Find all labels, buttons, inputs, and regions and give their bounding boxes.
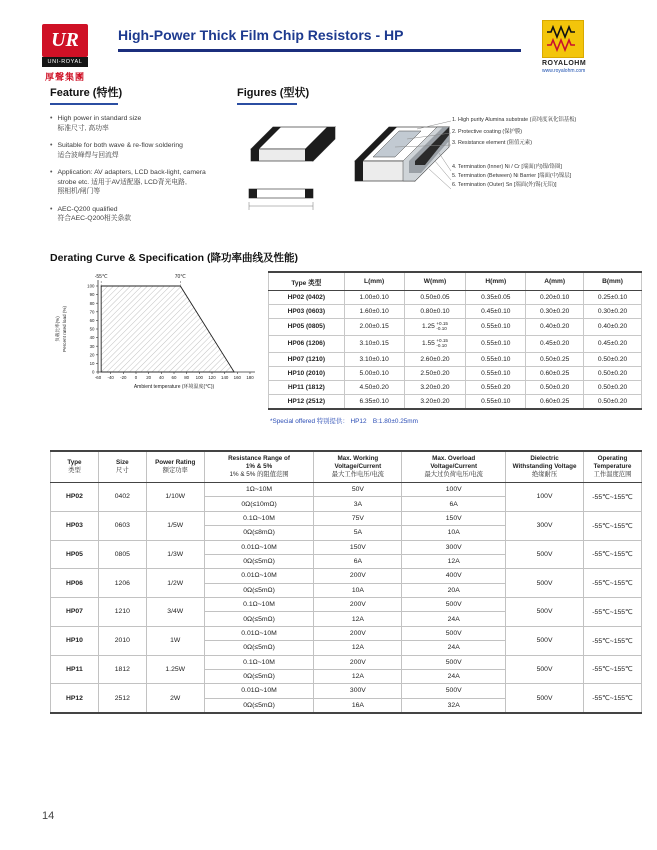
dim-cell: 0.55±0.10 bbox=[466, 366, 526, 380]
spec-cell: 500V bbox=[506, 655, 584, 684]
dim-cell: 0.25±0.10 bbox=[584, 291, 642, 305]
dim-row bbox=[269, 380, 642, 394]
header-line: Voltage/Current bbox=[430, 463, 478, 470]
uniroyal-chinese-name: 厚聲集團 bbox=[44, 72, 85, 82]
dim-cell: 0.50±0.20 bbox=[584, 366, 642, 380]
dim-cell: 0.45±0.20 bbox=[584, 335, 642, 352]
feature-line: 照相机/闸门等 bbox=[57, 188, 101, 195]
svg-text:20: 20 bbox=[89, 352, 95, 358]
spec-cell: -55℃~155℃ bbox=[583, 511, 641, 540]
spec-cell: 1/5W bbox=[146, 511, 204, 540]
dim-col-header: H(mm) bbox=[466, 272, 526, 291]
spec-cell: 0.01Ω~10M bbox=[204, 626, 314, 640]
dim-cell: 0.55±0.10 bbox=[466, 352, 526, 366]
spec-col-header bbox=[314, 451, 402, 483]
feature-section bbox=[50, 84, 230, 232]
header-line: 最大过负荷电压/电流 bbox=[424, 471, 483, 478]
spec-cell: 0Ω(≤5mΩ) bbox=[204, 583, 314, 597]
feature-line: Application: AV adapters, LCD back-light, camera bbox=[57, 169, 206, 176]
spec-cell: 24A bbox=[402, 669, 506, 683]
spec-cell: 150V bbox=[402, 511, 506, 525]
svg-text:50: 50 bbox=[89, 326, 95, 332]
figure-label: 2. Protective coating (保护膜) bbox=[452, 128, 523, 135]
dim-cell: 3.10±0.10 bbox=[344, 352, 404, 366]
svg-text:0: 0 bbox=[134, 375, 138, 380]
svg-text:60: 60 bbox=[171, 375, 177, 380]
spec-cell: -55℃~155℃ bbox=[583, 684, 641, 713]
spec-cell: 500V bbox=[402, 655, 506, 669]
spec-cell: HP06 bbox=[51, 569, 99, 598]
svg-text:70℃: 70℃ bbox=[174, 274, 186, 280]
spec-cell: 1.25W bbox=[146, 655, 204, 684]
spec-row bbox=[51, 626, 642, 640]
spec-row bbox=[51, 684, 642, 698]
dim-cell: 0.20±0.10 bbox=[526, 291, 584, 305]
spec-col-header bbox=[506, 451, 584, 483]
dim-cell: HP03 (0603) bbox=[269, 305, 345, 319]
spec-cell: 12A bbox=[314, 669, 402, 683]
svg-text:80: 80 bbox=[184, 375, 190, 380]
header-line: Operating bbox=[597, 455, 628, 462]
svg-text:60: 60 bbox=[89, 318, 95, 323]
dim-cell: HP06 (1206) bbox=[269, 335, 345, 352]
header-line: 类型 bbox=[68, 467, 81, 474]
spec-cell: HP11 bbox=[51, 655, 99, 684]
svg-text:100: 100 bbox=[87, 283, 95, 289]
figures-section bbox=[237, 84, 647, 259]
spec-cell: 24A bbox=[402, 612, 506, 626]
feature-heading: Feature (特性) bbox=[50, 87, 123, 99]
spec-col-header bbox=[583, 451, 641, 483]
spec-cell: 1Ω~10M bbox=[204, 483, 314, 497]
spec-cell: 500V bbox=[506, 569, 584, 598]
spec-cell: HP12 bbox=[51, 684, 99, 713]
dim-cell: HP05 (0805) bbox=[269, 319, 345, 336]
svg-text:70: 70 bbox=[89, 309, 95, 315]
spec-cell: 0.1Ω~10M bbox=[204, 511, 314, 525]
svg-text:-60: -60 bbox=[94, 375, 102, 380]
spec-cell: 200V bbox=[314, 626, 402, 640]
spec-cell: 0603 bbox=[98, 511, 146, 540]
svg-text:-20: -20 bbox=[120, 375, 127, 380]
dim-row bbox=[269, 366, 642, 380]
spec-cell: 2W bbox=[146, 684, 204, 713]
spec-cell: -55℃~155℃ bbox=[583, 540, 641, 569]
spec-cell: 200V bbox=[314, 569, 402, 583]
tolerance-value bbox=[422, 339, 448, 349]
ur-logo-mark: UR bbox=[42, 24, 88, 57]
spec-cell: 0Ω(≤5mΩ) bbox=[204, 554, 314, 568]
figure-label: 6. Termination (Outer) Sn [端面(外)锡(无铅)] bbox=[452, 181, 557, 188]
tolerance-main: 1.55 bbox=[421, 340, 435, 348]
spec-cell: 6A bbox=[402, 497, 506, 511]
spec-row bbox=[51, 511, 642, 525]
spec-cell: 0.01Ω~10M bbox=[204, 684, 314, 698]
dim-cell: 0.55±0.10 bbox=[466, 394, 526, 409]
spec-cell: 300V bbox=[506, 511, 584, 540]
dim-cell: HP02 (0402) bbox=[269, 291, 345, 305]
tolerance-stack bbox=[436, 322, 448, 332]
uniroyal-wordmark: UNI-ROYAL bbox=[42, 57, 88, 67]
dim-table-head-row bbox=[269, 272, 642, 291]
derating-chart-svg bbox=[52, 268, 260, 396]
feature-item-text bbox=[57, 168, 205, 197]
spec-cell: 2512 bbox=[98, 684, 146, 713]
header-line: 额定功率 bbox=[162, 467, 188, 474]
special-offer-note: *Special offered 特别提供： HP12 B:1.80±0.25mm bbox=[270, 417, 418, 425]
spec-cell: 3/4W bbox=[146, 598, 204, 627]
dim-cell: 0.40±0.20 bbox=[526, 319, 584, 336]
spec-cell: 0Ω(≤10mΩ) bbox=[204, 497, 314, 511]
dim-cell: 1.00±0.10 bbox=[344, 291, 404, 305]
dim-cell: 2.60±0.20 bbox=[404, 352, 466, 366]
resistor-symbol-icon bbox=[546, 25, 580, 53]
dim-cell: 0.50±0.20 bbox=[584, 394, 642, 409]
spec-cell: 3A bbox=[314, 497, 402, 511]
figures-canvas bbox=[237, 109, 647, 259]
header-line: Power Rating bbox=[155, 459, 196, 466]
header-line: 1% & 5% bbox=[245, 463, 273, 470]
header-line: Voltage/Current bbox=[334, 463, 382, 470]
dim-cell: 2.50±0.20 bbox=[404, 366, 466, 380]
spec-row bbox=[51, 483, 642, 497]
spec-cell: 500V bbox=[506, 540, 584, 569]
header-line: 1% & 5% 的阻值范围 bbox=[229, 471, 289, 478]
feature-line: High power in standard size bbox=[57, 115, 142, 122]
dim-cell: 0.35±0.05 bbox=[466, 291, 526, 305]
spec-cell: HP03 bbox=[51, 511, 99, 540]
feature-item bbox=[50, 168, 230, 197]
spec-col-header bbox=[146, 451, 204, 483]
spec-cell: 24A bbox=[402, 641, 506, 655]
header-line: Max. Overload bbox=[432, 455, 476, 462]
spec-cell: 0Ω(≤5mΩ) bbox=[204, 698, 314, 713]
spec-cell: 0.01Ω~10M bbox=[204, 569, 314, 583]
tolerance-minus: -0.10 bbox=[436, 325, 447, 331]
uniroyal-logo bbox=[42, 24, 88, 83]
header-line: Temperature bbox=[593, 463, 632, 470]
figure-label: 4. Termination (Inner) Ni / Cr [端面(内)镍/铬圈] bbox=[452, 163, 562, 170]
spec-cell: 500V bbox=[506, 626, 584, 655]
figures-heading: Figures (型状) bbox=[237, 87, 310, 99]
spec-cell: -55℃~155℃ bbox=[583, 626, 641, 655]
spec-row bbox=[51, 655, 642, 669]
feature-item bbox=[50, 114, 230, 133]
spec-cell: 0Ω(≤8mΩ) bbox=[204, 526, 314, 540]
dim-cell: 0.40±0.20 bbox=[584, 319, 642, 336]
dim-row bbox=[269, 305, 642, 319]
svg-text:140: 140 bbox=[221, 375, 229, 380]
spec-cell: 300V bbox=[402, 540, 506, 554]
dim-cell: 3.10±0.15 bbox=[344, 335, 404, 352]
dim-row bbox=[269, 319, 642, 336]
svg-text:160: 160 bbox=[233, 375, 241, 380]
svg-text:30: 30 bbox=[89, 343, 95, 349]
derating-heading: Derating Curve & Specification (降功率曲线及性能) bbox=[50, 252, 298, 264]
spec-cell: -55℃~155℃ bbox=[583, 655, 641, 684]
svg-text:40: 40 bbox=[89, 335, 95, 341]
spec-cell: 1/2W bbox=[146, 569, 204, 598]
spec-cell: HP02 bbox=[51, 483, 99, 512]
bullet-icon: • bbox=[50, 142, 53, 149]
svg-text:40: 40 bbox=[158, 375, 164, 380]
dim-cell: 0.45±0.20 bbox=[526, 335, 584, 352]
spec-cell: -55℃~155℃ bbox=[583, 569, 641, 598]
spec-cell: 300V bbox=[314, 684, 402, 698]
page-number: 14 bbox=[42, 810, 55, 822]
royalohm-website: www.royalohm.com bbox=[542, 68, 586, 74]
dim-cell: 0.60±0.25 bbox=[526, 394, 584, 409]
tolerance-plus: +0.15 bbox=[436, 321, 448, 326]
dim-cell: 3.20±0.20 bbox=[404, 394, 466, 409]
spec-cell: 20A bbox=[402, 583, 506, 597]
spec-row bbox=[51, 569, 642, 583]
spec-cell: 0Ω(≤5mΩ) bbox=[204, 669, 314, 683]
dim-cell: 0.50±0.20 bbox=[584, 380, 642, 394]
header-line: Withstanding Voltage bbox=[512, 463, 577, 470]
svg-text:Ambient temperature (环境温度(℃)): Ambient temperature (环境温度(℃)) bbox=[133, 384, 215, 390]
spec-cell: 12A bbox=[314, 612, 402, 626]
tolerance-plus: +0.15 bbox=[436, 337, 448, 343]
dim-cell: 4.50±0.20 bbox=[344, 380, 404, 394]
dim-cell: 0.45±0.10 bbox=[466, 305, 526, 319]
spec-col-header bbox=[51, 451, 99, 483]
spec-cell: 0.01Ω~10M bbox=[204, 540, 314, 554]
tolerance-value bbox=[422, 322, 448, 332]
dim-row bbox=[269, 335, 642, 352]
dim-cell: HP10 (2010) bbox=[269, 366, 345, 380]
dim-row bbox=[269, 291, 642, 305]
svg-text:10: 10 bbox=[89, 361, 95, 366]
dim-cell: 0.60±0.25 bbox=[526, 366, 584, 380]
spec-cell: 0Ω(≤5mΩ) bbox=[204, 612, 314, 626]
feature-line: Suitable for both wave & re-flow soldering bbox=[57, 142, 183, 149]
figure-label: 1. High purity Alumina substrate (高纯度氧化铝基板) bbox=[452, 117, 577, 123]
header-line: 绝缘耐压 bbox=[531, 471, 558, 478]
royalohm-logo bbox=[542, 20, 622, 74]
dim-table-body bbox=[269, 291, 642, 409]
dim-cell: 2.00±0.15 bbox=[344, 319, 404, 336]
svg-text:120: 120 bbox=[208, 375, 216, 380]
dimension-table bbox=[268, 271, 642, 410]
spec-table-body bbox=[51, 483, 642, 714]
spec-cell: 0Ω(≤5mΩ) bbox=[204, 641, 314, 655]
spec-cell: 1812 bbox=[98, 655, 146, 684]
figure-labels bbox=[452, 115, 646, 190]
dim-cell: 0.30±0.20 bbox=[526, 305, 584, 319]
feature-item-text bbox=[57, 205, 131, 224]
dim-cell: 3.20±0.20 bbox=[404, 380, 466, 394]
dim-cell: 5.00±0.10 bbox=[344, 366, 404, 380]
spec-cell: 50V bbox=[314, 483, 402, 497]
svg-text:80: 80 bbox=[89, 300, 95, 306]
bullet-icon: • bbox=[50, 169, 53, 176]
dim-cell bbox=[404, 319, 466, 336]
dim-cell: 0.55±0.10 bbox=[466, 319, 526, 336]
svg-text:180: 180 bbox=[246, 375, 254, 380]
spec-cell: 1W bbox=[146, 626, 204, 655]
feature-item-text bbox=[57, 114, 141, 133]
spec-cell: -55℃~155℃ bbox=[583, 598, 641, 627]
spec-col-header bbox=[204, 451, 314, 483]
spec-cell: 0.1Ω~10M bbox=[204, 655, 314, 669]
page-title: High-Power Thick Film Chip Resistors - HP bbox=[118, 27, 404, 43]
dim-cell: 1.60±0.10 bbox=[344, 305, 404, 319]
feature-underline bbox=[50, 103, 118, 105]
spec-col-header bbox=[98, 451, 146, 483]
dim-cell: 0.30±0.20 bbox=[584, 305, 642, 319]
feature-line: 标准尺寸, 高功率 bbox=[57, 124, 109, 132]
header-line: 最大工作电压/电流 bbox=[331, 471, 384, 478]
tolerance-stack bbox=[436, 339, 448, 349]
dim-row bbox=[269, 394, 642, 409]
feature-item bbox=[50, 205, 230, 224]
svg-text:0: 0 bbox=[92, 369, 95, 375]
feature-line: AEC-Q200 qualified bbox=[57, 205, 118, 213]
spec-cell: 1/10W bbox=[146, 483, 204, 512]
svg-text:20: 20 bbox=[146, 375, 152, 380]
spec-cell: 200V bbox=[314, 598, 402, 612]
dim-cell: 6.35±0.10 bbox=[344, 394, 404, 409]
dim-cell: 0.50±0.20 bbox=[584, 352, 642, 366]
spec-cell: 0805 bbox=[98, 540, 146, 569]
chip-side-view-figure bbox=[249, 189, 313, 210]
svg-text:90: 90 bbox=[89, 292, 95, 298]
spec-cell: 0402 bbox=[98, 483, 146, 512]
chip-plain-figure bbox=[251, 127, 335, 161]
spec-cell: 1210 bbox=[98, 598, 146, 627]
feature-item-text bbox=[57, 141, 182, 160]
header-line: Resistance Range of bbox=[228, 455, 291, 462]
spec-cell: 200V bbox=[314, 655, 402, 669]
spec-cell: 2010 bbox=[98, 626, 146, 655]
dim-cell: 0.55±0.20 bbox=[466, 380, 526, 394]
spec-cell: HP07 bbox=[51, 598, 99, 627]
spec-cell: 400V bbox=[402, 569, 506, 583]
spec-cell: 6A bbox=[314, 554, 402, 568]
tolerance-minus: -0.10 bbox=[436, 342, 447, 348]
spec-cell: 500V bbox=[402, 626, 506, 640]
royalohm-logo-mark bbox=[542, 20, 584, 58]
header-line: Max. Working bbox=[337, 455, 379, 462]
dim-col-header: B(mm) bbox=[584, 272, 642, 291]
dim-row bbox=[269, 352, 642, 366]
feature-line: 符合AEC-Q200相关条款 bbox=[57, 215, 132, 222]
spec-cell: 100V bbox=[506, 483, 584, 512]
spec-col-header bbox=[402, 451, 506, 483]
spec-table bbox=[50, 450, 642, 714]
feature-list bbox=[50, 114, 230, 224]
spec-row bbox=[51, 598, 642, 612]
bullet-icon: • bbox=[50, 205, 53, 213]
dim-cell bbox=[404, 335, 466, 352]
spec-cell: HP05 bbox=[51, 540, 99, 569]
dim-cell: HP07 (1210) bbox=[269, 352, 345, 366]
spec-cell: 10A bbox=[314, 583, 402, 597]
spec-cell: 1206 bbox=[98, 569, 146, 598]
header-line: 工作温度范围 bbox=[593, 471, 632, 478]
dim-col-header: W(mm) bbox=[404, 272, 466, 291]
spec-cell: 75V bbox=[314, 511, 402, 525]
dim-cell: 0.80±0.10 bbox=[404, 305, 466, 319]
figures-underline bbox=[237, 103, 297, 105]
spec-cell: 0.1Ω~10M bbox=[204, 598, 314, 612]
spec-cell: 500V bbox=[402, 684, 506, 698]
header-line: Dielectric bbox=[530, 455, 559, 462]
spec-cell: HP10 bbox=[51, 626, 99, 655]
feature-item bbox=[50, 141, 230, 160]
spec-row bbox=[51, 540, 642, 554]
figure-label: 3. Resistance element (阻值元素) bbox=[452, 140, 532, 146]
dim-cell: 0.55±0.10 bbox=[466, 335, 526, 352]
spec-cell: 500V bbox=[402, 598, 506, 612]
spec-cell: 16A bbox=[314, 698, 402, 713]
svg-text:负载比率(%): 负载比率(%) bbox=[55, 316, 60, 342]
spec-cell: 12A bbox=[314, 641, 402, 655]
spec-cell: 32A bbox=[402, 698, 506, 713]
tolerance-main: 1.25 bbox=[421, 323, 435, 331]
spec-cell: 500V bbox=[506, 684, 584, 713]
spec-table-head-row bbox=[51, 451, 642, 483]
svg-text:-40: -40 bbox=[107, 375, 114, 380]
figure-label: 5. Termination (Between) Ni Barrier [端面(中)镍层] bbox=[452, 172, 572, 179]
svg-text:Percent rated load (%): Percent rated load (%) bbox=[62, 306, 67, 352]
dim-cell: HP11 (1812) bbox=[269, 380, 345, 394]
spec-cell: 100V bbox=[402, 483, 506, 497]
dim-cell: 0.50±0.25 bbox=[526, 352, 584, 366]
royalohm-wordmark: ROYALOHM bbox=[542, 60, 587, 67]
derating-chart bbox=[52, 268, 260, 400]
dim-col-header: Type 类型 bbox=[269, 272, 345, 291]
dimension-table-wrap bbox=[268, 271, 642, 425]
dim-cell: 0.50±0.20 bbox=[526, 380, 584, 394]
header-line: Type bbox=[67, 459, 82, 466]
spec-cell: -55℃~155℃ bbox=[583, 483, 641, 512]
dim-cell: 0.50±0.05 bbox=[404, 291, 466, 305]
bullet-icon: • bbox=[50, 115, 53, 122]
feature-line: strobe etc. 适用于AV适配器, LCD背光电路, bbox=[57, 178, 187, 186]
spec-cell: 150V bbox=[314, 540, 402, 554]
spec-cell: 1/3W bbox=[146, 540, 204, 569]
header-line: Size bbox=[116, 459, 129, 466]
spec-cell: 12A bbox=[402, 554, 506, 568]
spec-cell: 500V bbox=[506, 598, 584, 627]
title-rule bbox=[118, 49, 521, 52]
dim-col-header: L(mm) bbox=[344, 272, 404, 291]
spec-cell: 5A bbox=[314, 526, 402, 540]
dim-col-header: A(mm) bbox=[526, 272, 584, 291]
feature-line: 适合波峰焊与回流焊 bbox=[57, 151, 119, 159]
svg-text:100: 100 bbox=[195, 375, 203, 380]
svg-text:-55℃: -55℃ bbox=[94, 274, 108, 280]
dim-cell: HP12 (2512) bbox=[269, 394, 345, 409]
header-line: 尺寸 bbox=[116, 467, 129, 474]
spec-cell: 10A bbox=[402, 526, 506, 540]
